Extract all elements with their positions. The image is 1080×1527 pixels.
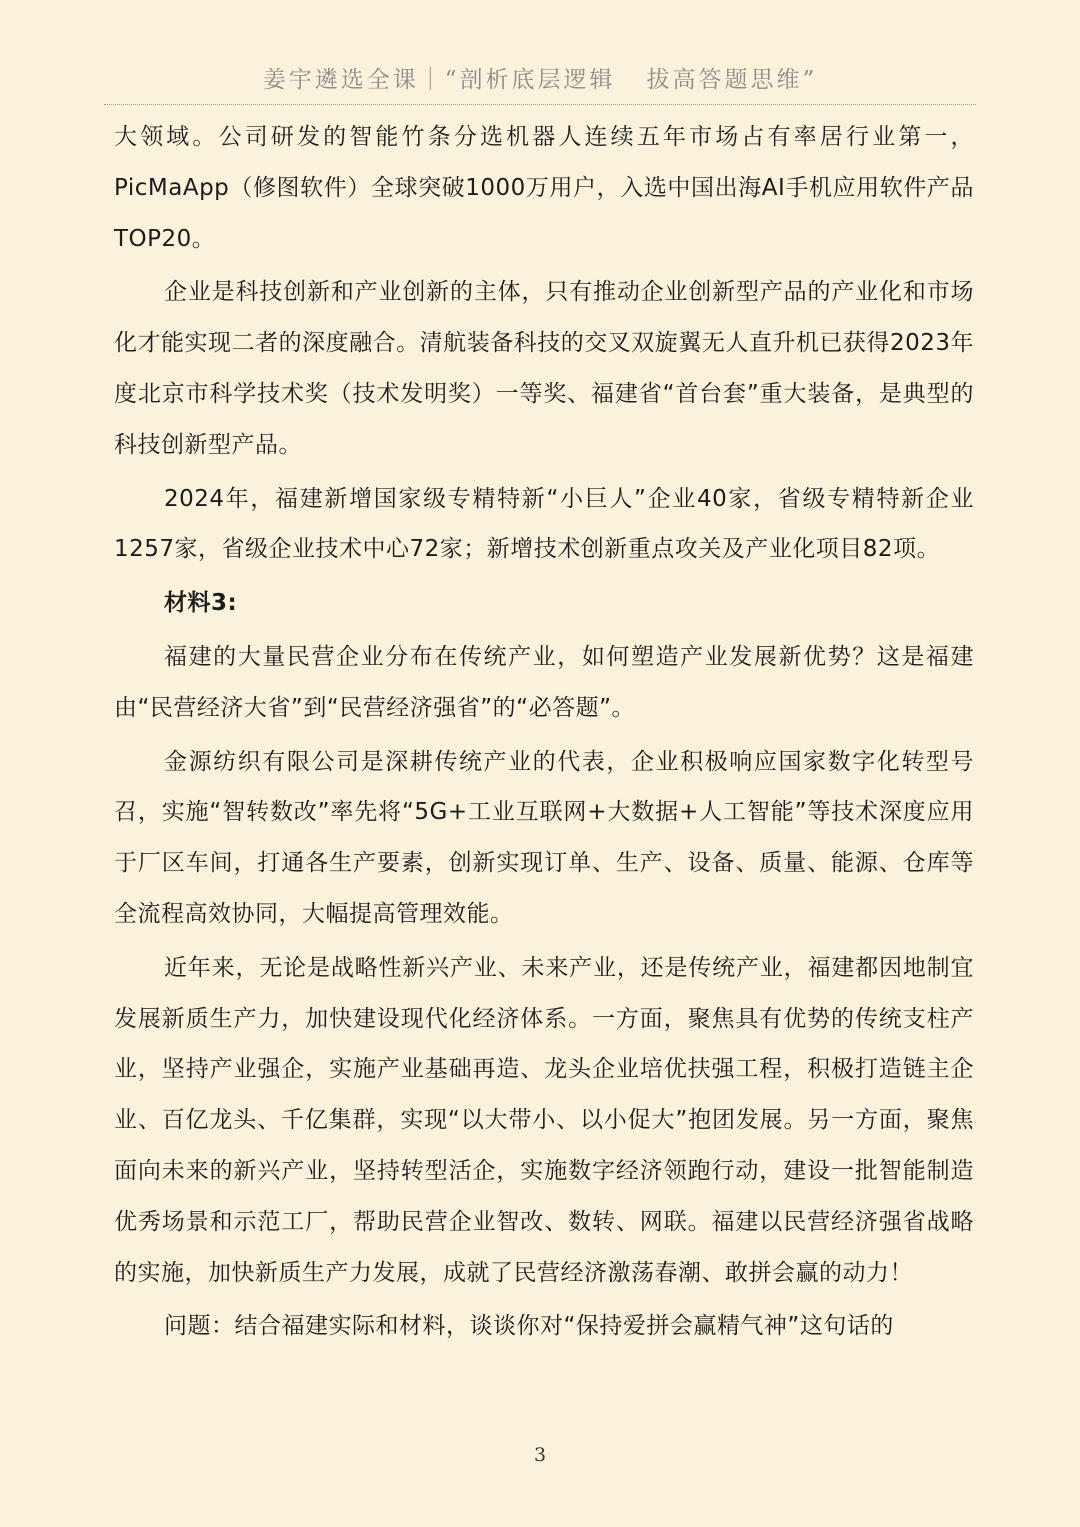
paragraph-new-productivity: 近年来，无论是战略性新兴产业、未来产业，还是传统产业，福建都因地制宜发展新质生产力，加快建设现代化经济体系。一方面，聚焦具有优势的传统支柱产业，坚持产业强企，实施产业基础再造、龙头企业培优扶强工程，积极打造链主企业、百亿龙头、千亿集群，实现“以大带小、以小促大”抱团发展。另一方面，聚焦面向未来的新兴产业，坚持转型活企，实施数字经济领跑行动，建设一批智能制造优秀场景和示范工厂，帮助民营企业智改、数转、网联。福建以民营经济强省战略的实施，加快新质生产力发展，成就了民营经济激荡春潮、敢拼会赢的动力！ (114, 954, 974, 1286)
document-body (114, 112, 974, 1355)
paragraph-continued: 大领域。公司研发的智能竹条分选机器人连续五年市场占有率居行业第一，PicMaApp（修图软件）全球突破1000万用户，入选中国出海AI手机应用软件产品TOP20。 (114, 124, 974, 252)
material-3-label: 材料3: (164, 590, 238, 617)
page-number: 3 (533, 1444, 547, 1466)
paragraph-jinyuan-textile: 金源纺织有限公司是深耕传统产业的代表，企业积极响应国家数字化转型号召，实施“智转数改”率先将“5G+工业互联网+大数据+人工智能”等技术深度应用于厂区车间，打通各生产要素，创新实现订单、生产、设备、质量、能源、仓库等全流程高效协同，大幅提高管理效能。 (114, 748, 974, 927)
page-header (104, 60, 976, 105)
header-title: 姜宇遴选全课｜“剖析底层逻辑 拔高答题思维” (262, 67, 818, 93)
paragraph-private-enterprises: 福建的大量民营企业分布在传统产业，如何塑造产业发展新优势？这是福建由“民营经济大省”到“民营经济强省”的“必答题”。 (114, 643, 974, 721)
paragraph-2024-statistics: 2024年，福建新增国家级专精特新“小巨人”企业40家，省级专精特新企业1257家，省级企业技术中心72家；新增技术创新重点攻关及产业化项目82项。 (114, 485, 974, 563)
paragraph-enterprise-innovation: 企业是科技创新和产业创新的主体，只有推动企业创新型产品的产业化和市场化才能实现二者的深度融合。清航装备科技的交叉双旋翼无人直升机已获得2023年度北京市科学技术奖（技术发明奖）一等奖、福建省“首台套”重大装备，是典型的科技创新型产品。 (114, 279, 974, 458)
question-paragraph: 问题：结合福建实际和材料，谈谈你对“保持爱拼会赢精气神”这句话的 (164, 1313, 894, 1340)
